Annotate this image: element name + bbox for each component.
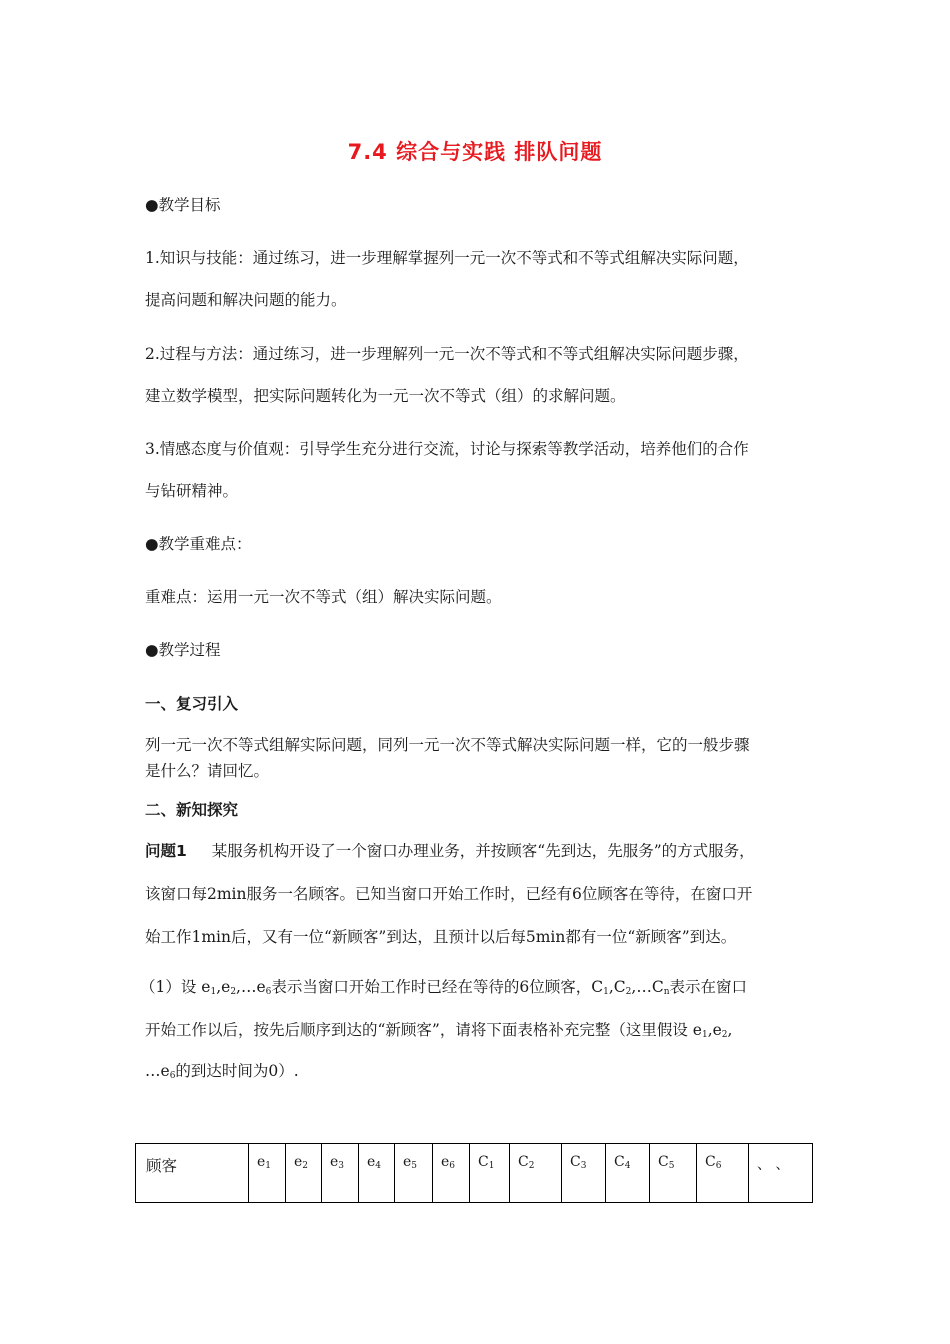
objective-2-line-1: 2.过程与方法：通过练习，进一步理解列一元一次不等式和不等式组解决实际问题步骤， [145, 345, 749, 363]
table-cell: $C_3$ [562, 1144, 606, 1203]
review-line-1: 列一元一次不等式组解实际问题，同列一元一次不等式解决实际问题一样，它的一般步骤 [145, 736, 750, 754]
customer-table [135, 1143, 813, 1203]
problem-label: 问题1 [145, 842, 187, 860]
keypoints-heading: ●教学重难点： [145, 535, 252, 553]
objective-1-line-1: 1.知识与技能：通过练习，进一步理解掌握列一元一次不等式和不等式组解决实际问题， [145, 249, 749, 267]
table-cell: $e_4$ [359, 1144, 395, 1203]
table-cell: $e_6$ [433, 1144, 470, 1203]
table-cell: 、 、 [749, 1144, 813, 1203]
question-1-line-1: （1）设 $e_1,e_2,\dots e_6$表示当窗口开始工作时已经在等待的6位顾客，$C_1,C_2,\dots C_n$表示在窗口 [140, 978, 747, 997]
page-title: 7.4 综合与实践 排队问题 [347, 140, 603, 164]
objective-3-line-2: 与钻研精神。 [145, 482, 239, 500]
table-cell: $e_1$ [249, 1144, 286, 1203]
problem-line-2: 该窗口每2min服务一名顾客。已知当窗口开始工作时，已经有6位顾客在等待，在窗口开 [145, 885, 753, 903]
problem-line-1 [145, 839, 755, 861]
review-line-2: 是什么？请回忆。 [145, 762, 270, 780]
objective-3-line-1: 3.情感态度与价值观：引导学生充分进行交流，讨论与探索等教学活动，培养他们的合作 [145, 440, 749, 458]
table-cell: $C_5$ [650, 1144, 697, 1203]
objectives-heading: ●教学目标 [145, 196, 221, 214]
keypoints-text: 重难点：运用一元一次不等式（组）解决实际问题。 [145, 588, 502, 606]
table-row [136, 1144, 813, 1203]
explore-heading: 二、新知探究 [145, 801, 239, 819]
review-heading: 一、复习引入 [145, 695, 239, 713]
process-heading: ●教学过程 [145, 641, 221, 659]
table-cell: $e_2$ [286, 1144, 322, 1203]
question-1-line-2: 开始工作以后，按先后顺序到达的“新顾客”，请将下面表格补充完整（这里假设 $e_1,e_2$, [145, 1021, 733, 1040]
question-1-line-3: $\dots e_6$的到达时间为0）. [145, 1062, 299, 1081]
problem-text-1: 某服务机构开设了一个窗口办理业务，并按顾客“先到达，先服务”的方式服务， [211, 842, 755, 860]
objective-1-line-2: 提高问题和解决问题的能力。 [145, 291, 347, 309]
objective-2-line-2: 建立数学模型，把实际问题转化为一元一次不等式（组）的求解问题。 [145, 387, 626, 405]
table-cell: $e_3$ [322, 1144, 359, 1203]
table-header-cell: 顾客 [136, 1144, 249, 1203]
table-cell: $C_6$ [697, 1144, 749, 1203]
table-cell: $e_5$ [395, 1144, 433, 1203]
problem-line-3: 始工作1min后，又有一位“新顾客”到达，且预计以后每5min都有一位“新顾客”到达。 [145, 928, 737, 946]
table-cell: $C_2$ [510, 1144, 562, 1203]
table-cell: $C_1$ [470, 1144, 510, 1203]
table-cell: $C_4$ [606, 1144, 650, 1203]
